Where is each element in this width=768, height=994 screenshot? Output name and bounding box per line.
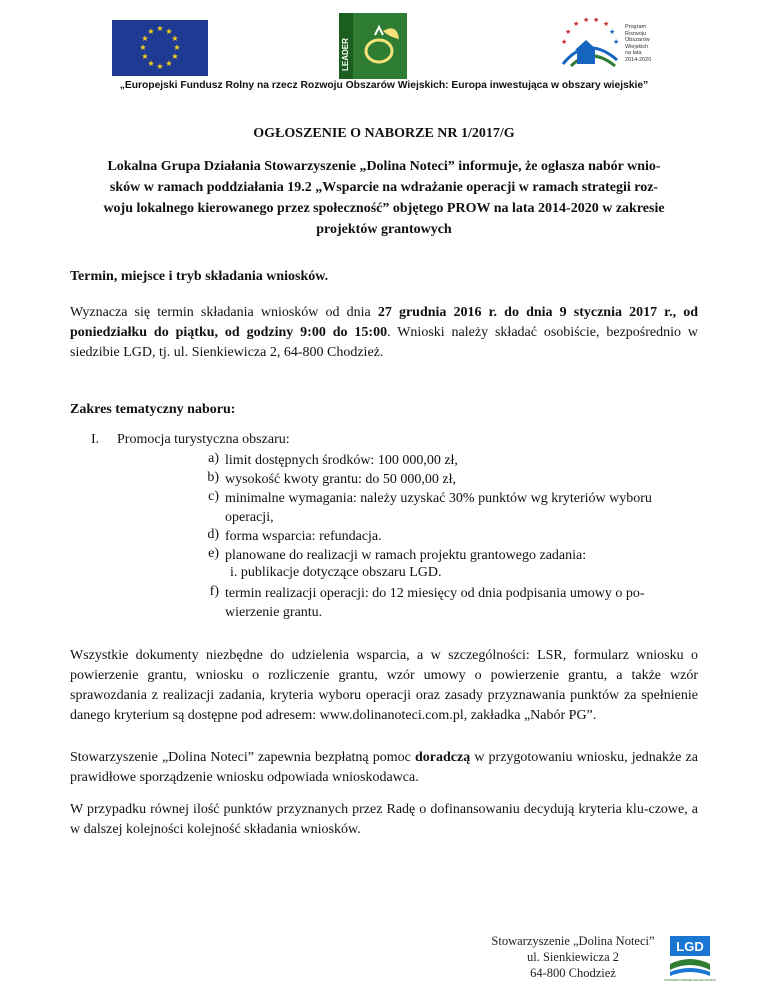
svg-text:★: ★	[165, 27, 173, 36]
deadline-paragraph	[70, 303, 698, 363]
svg-text:STOWARZYSZENIE DOLINA NOTECI: STOWARZYSZENIE DOLINA NOTECI	[664, 978, 716, 982]
prow-line: Rozwoju	[625, 30, 647, 37]
svg-text:★: ★	[583, 16, 590, 24]
list-item: wysokość kwoty grantu: do 50 000,00 zł,	[225, 472, 456, 487]
leader-logo	[339, 13, 407, 79]
equal-points-paragraph: W przypadku równej ilość punktów przyznanych przez Radę o dofinansowaniu decydują kryteria klu-czowe, a w dalszej kolejności kolejność składania wniosków.	[70, 802, 698, 837]
svg-text:★: ★	[561, 38, 568, 46]
list-item-letter: f)	[209, 584, 219, 599]
list-item: forma wsparcia: refundacja.	[225, 529, 382, 544]
svg-text:★: ★	[613, 38, 620, 46]
list-item: limit dostępnych środków: 100 000,00 zł,	[225, 453, 458, 468]
eu-flag-logo	[112, 20, 208, 76]
footer-line: 64-800 Chodzież	[530, 966, 616, 980]
svg-text:★: ★	[139, 43, 147, 52]
svg-text:★: ★	[156, 62, 164, 71]
footer-line: ul. Sienkiewicza 2	[527, 950, 619, 964]
list-item-letter: c)	[208, 489, 219, 504]
deadline-text-end: . Wnioski należy składać osobiście, bezpośrednio w siedzibie LGD, tj. ul. Sienkiewicza 2, 64-800 Chodzież.	[70, 325, 699, 360]
sub-list-item: i. publikacje dotyczące obszaru LGD.	[230, 565, 442, 580]
help-bold: doradczą	[414, 750, 471, 765]
footer-address	[488, 933, 658, 981]
deadline-text: Wyznacza się termin składania wniosków od dnia	[70, 305, 378, 320]
section-title-deadline: Termin, miejsce i tryb składania wniosków.	[70, 269, 329, 284]
deadline-dates: 27 grudnia 2016 r. do dnia 9 stycznia 2017 r., od poniedziałku do piątku, od godziny 9:00 do 15:00	[70, 305, 698, 340]
prow-logo	[557, 14, 657, 76]
prow-line: Obszarów	[625, 37, 650, 43]
list-item-letter: b)	[207, 470, 219, 485]
list-item-letter: a)	[208, 451, 219, 466]
prow-line: Program	[625, 24, 647, 30]
svg-text:★: ★	[565, 28, 572, 36]
svg-text:LGD: LGD	[676, 939, 704, 954]
footer-line: Stowarzyszenie „Dolina Noteci”	[491, 934, 655, 948]
intro-line: projektów grantowych	[316, 222, 452, 237]
roman-numeral: I.	[91, 432, 100, 447]
scope-item-title: Promocja turystyczna obszaru:	[117, 432, 290, 447]
fund-slogan: „Europejski Fundusz Rolny na rzecz Rozwoju Obszarów Wiejskich: Europa inwestująca w obszary wiejskie”	[119, 80, 649, 91]
prow-line: na lata 2014-2020	[625, 50, 652, 63]
document-title: OGŁOSZENIE O NABORZE NR 1/2017/G	[253, 126, 515, 141]
svg-text:★: ★	[141, 34, 149, 43]
svg-text:★: ★	[147, 59, 155, 68]
documents-paragraph: Wszystkie dokumenty niezbędne do udzielenia wsparcia, a w szczególności: LSR, formularz wniosku o powierzenie grantu, wniosku o rozliczenie grantu, wzór umowy o powierzenie grantu, a także wzór sprawozdania z realizacji zadania, kryteria wyboru operacji oraz zasady przyznawania punktów za spełnienie danego kryterium są dostępne pod adresem: www.dolinanoteci.com.pl, zakładka „Nabór PG”.	[70, 648, 698, 723]
svg-text:★: ★	[173, 43, 181, 52]
intro-line: woju lokalnego kierowanego przez społeczność” objętego PROW na lata 2014-2020 w zakresie	[103, 201, 665, 216]
svg-text:★: ★	[603, 20, 610, 28]
svg-text:★: ★	[573, 20, 580, 28]
list-item: planowane do realizacji w ramach projektu grantowego zadania:	[225, 548, 587, 563]
intro-line: Lokalna Grupa Działania Stowarzyszenie „Dolina Noteci” informuje, że ogłasza nabór wnio-	[107, 159, 661, 174]
help-text-end: w przygotowaniu wniosku, jednakże za prawidłowe sporządzenie wniosku odpowiada wnioskodawca.	[70, 750, 698, 785]
svg-text:★: ★	[147, 27, 155, 36]
svg-text:★: ★	[156, 24, 164, 33]
svg-text:LEADER: LEADER	[341, 38, 350, 71]
svg-text:★: ★	[609, 28, 616, 36]
list-item-letter: e)	[208, 546, 219, 561]
intro-line: sków w ramach poddziałania 19.2 „Wsparcie na wdrażanie operacji w ramach strategii roz-	[109, 180, 659, 195]
svg-text:★: ★	[141, 52, 149, 61]
svg-text:★: ★	[593, 16, 600, 24]
prow-line: Wiejskich	[625, 43, 649, 50]
list-item: minimalne wymagania: należy uzyskać 30% punktów wg kryteriów wyboru operacji,	[225, 491, 652, 525]
intro-paragraph	[78, 156, 690, 240]
help-text: Stowarzyszenie „Dolina Noteci” zapewnia bezpłatną pomoc	[70, 750, 415, 765]
help-paragraph	[70, 748, 698, 788]
svg-text:★: ★	[171, 52, 179, 61]
svg-text:★: ★	[165, 59, 173, 68]
section-title-scope: Zakres tematyczny naboru:	[70, 402, 236, 417]
svg-text:★: ★	[171, 34, 179, 43]
prow-logo-text	[625, 24, 657, 63]
list-item-letter: d)	[207, 527, 219, 542]
lgd-logo	[664, 934, 716, 982]
eu-stars-icon	[112, 20, 208, 76]
list-item: termin realizacji operacji: do 12 miesięcy od dnia podpisania umowy o po-wierzenie grantu.	[225, 586, 645, 620]
